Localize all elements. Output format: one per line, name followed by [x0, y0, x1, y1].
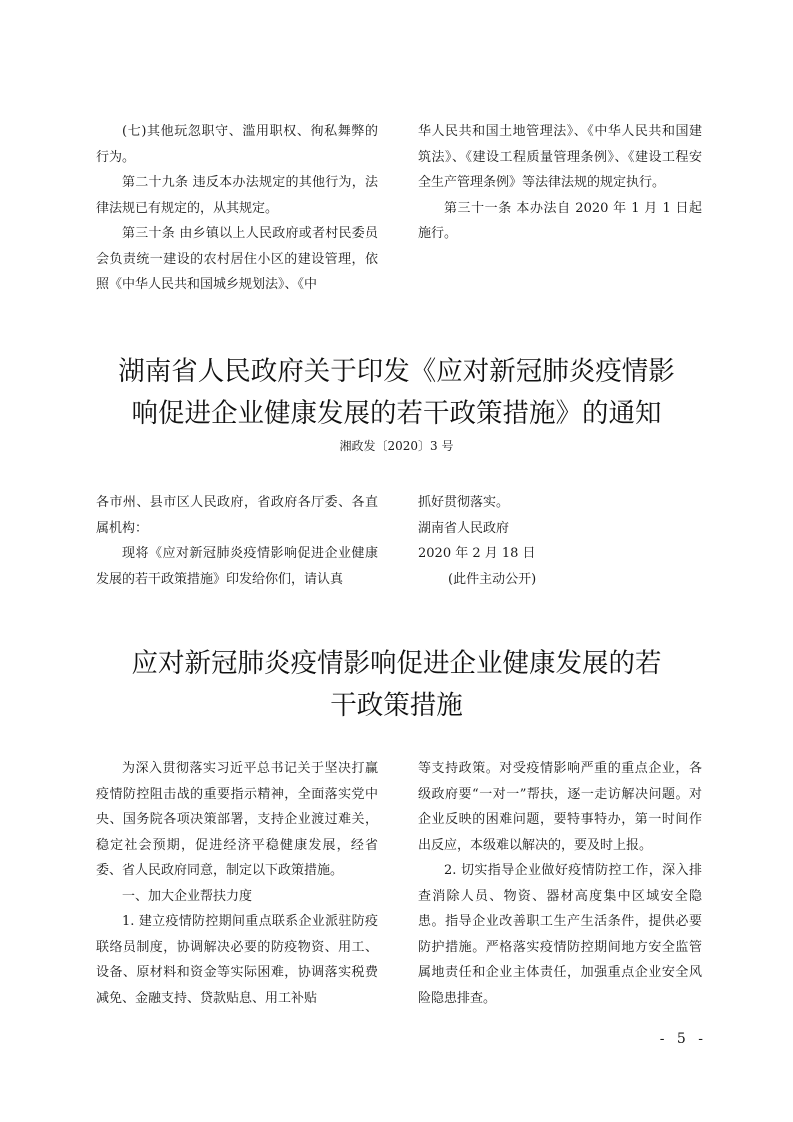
measures-title-line: 干政策措施	[330, 690, 463, 721]
previous-regulation-left-column	[96, 119, 378, 298]
issuer: 湖南省人民政府	[418, 520, 510, 536]
addressee: 各市州、县市区人民政府，省政府各厅委、各直属机构：	[96, 495, 378, 536]
notice-title-line: 响促进企业健康发展的若干政策措施》的通知	[131, 398, 662, 429]
notice-left-column	[96, 490, 378, 592]
item-1-continued: 等支持政策。对受疫情影响严重的重点企业，各级政府要“一对一”帮扶，逐一走访解决问题。对企业反映的困难问题，要特事特办，第一时间作出反应，本级难以解决的，要及时上报。	[418, 761, 702, 853]
notice-right-column	[418, 490, 702, 592]
notice-title	[0, 351, 793, 435]
notice-body: 现将《应对新冠肺炎疫情影响促进企业健康发展的若干政策措施》印发给你们，请认真	[96, 546, 378, 587]
issue-date: 2020 年 2 月 18 日	[418, 546, 536, 561]
item-2: 2. 切实指导企业做好疫情防控工作，深入排查消除人员、物资、器材高度集中区域安全隐患。指导企业改善职工生产生活条件，提供必要防护措施。严格落实疫情防控期间地方安全监管属地责任和企业主体责任，加强重点企业安全风险隐患排查。	[418, 863, 702, 1006]
paragraph: (七)其他玩忽职守、滥用职权、徇私舞弊的行为。	[96, 124, 378, 165]
paragraph: 第二十九条 违反本办法规定的其他行为，法律法规已有规定的，从其规定。	[96, 175, 378, 216]
measures-title-line: 应对新冠肺炎疫情影响促进企业健康发展的若	[131, 648, 662, 679]
measures-right-column	[418, 756, 702, 1011]
item-1: 1. 建立疫情防控期间重点联系企业派驻防疫联络员制度，协调解决必要的防疫物资、用工、设备、原材料和资金等实际困难，协调落实税费减免、金融支持、贷款贴息、用工补贴	[96, 914, 378, 1006]
page-number: - 5 -	[659, 1031, 707, 1047]
paragraph: 第三十条 由乡镇以上人民政府或者村民委员会负责统一建设的农村居住小区的建设管理，依照《中华人民共和国城乡规划法》、《中	[96, 226, 378, 292]
section-heading: 一、加大企业帮扶力度	[122, 888, 253, 904]
paragraph: 华人民共和国土地管理法》、《中华人民共和国建筑法》、《建设工程质量管理条例》、《建设工程安全生产管理条例》等法律法规的规定执行。	[418, 124, 702, 190]
notice-title-line: 湖南省人民政府关于印发《应对新冠肺炎疫情影	[118, 356, 675, 387]
paragraph: 第三十一条 本办法自 2020 年 1 月 1 日起施行。	[418, 200, 702, 241]
document-number: 湘政发〔2020〕3 号	[339, 439, 454, 453]
measures-title	[0, 643, 793, 727]
measures-left-column	[96, 756, 378, 1011]
intro-paragraph: 为深入贯彻落实习近平总书记关于坚决打赢疫情防控阻击战的重要指示精神，全面落实党中央、国务院各项决策部署，支持企业渡过难关，稳定社会预期，促进经济平稳健康发展，经省委、省人民政府同意，制定以下政策措施。	[96, 761, 378, 878]
publication-note: (此件主动公开)	[448, 571, 537, 587]
previous-regulation-right-column	[418, 119, 702, 247]
notice-body-continued: 抓好贯彻落实。	[418, 495, 510, 510]
